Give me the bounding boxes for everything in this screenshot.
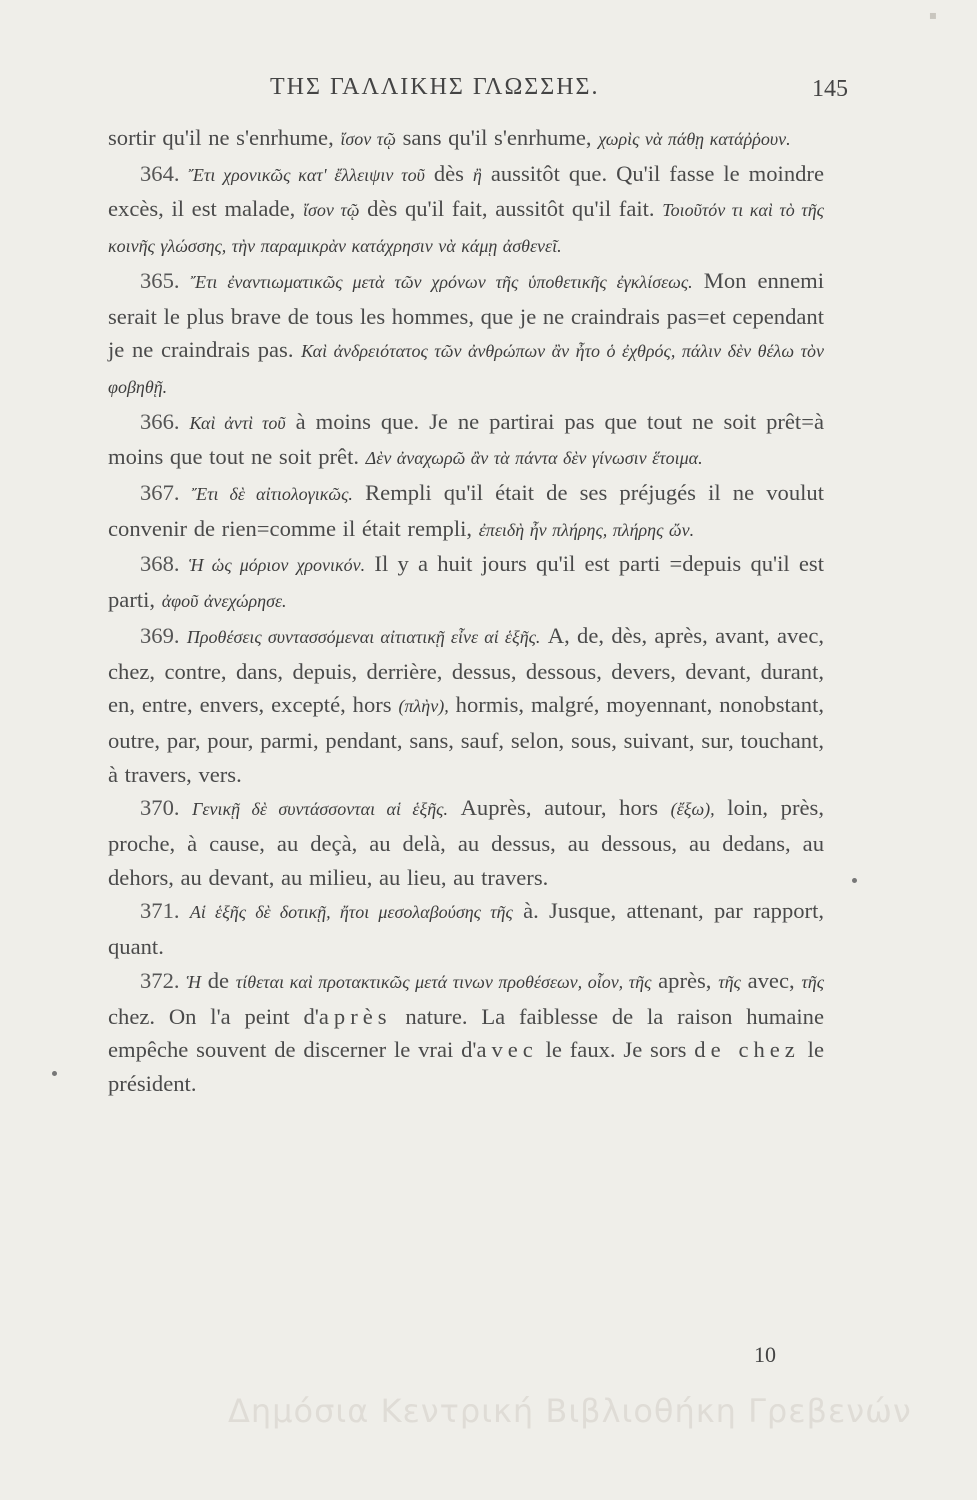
paragraph-364	[108, 157, 824, 264]
spaced-text: avec	[476, 1037, 538, 1063]
paragraph-number: 365.	[140, 267, 180, 293]
greek-span: τίθεται καὶ προτακτικῶς μετά τινων προθέσεων, οἷον, τῆς	[235, 971, 652, 992]
greek-span: Γενικῇ δὲ συντάσσονται αἱ ἑξῆς.	[192, 799, 448, 820]
greek-span: τῆς	[718, 971, 741, 992]
text-body	[108, 121, 824, 1101]
paragraph-366	[108, 405, 824, 476]
paragraph-367	[108, 476, 824, 547]
page-number: 145	[812, 76, 848, 102]
paragraph-number: 370.	[140, 795, 180, 821]
running-head: ΤΗΣ ΓΑΛΛΙΚΗΣ ΓΛΩΣΣΗΣ.	[270, 74, 600, 100]
text-span: dès	[433, 160, 464, 186]
greek-span: ἴσον τῷ	[340, 129, 396, 149]
text-span: sans qu'il s'enrhume,	[402, 125, 592, 150]
greek-span: Ἔτι ἐναντιωματικῶς μετὰ τῶν χρόνων τῆς ὑποθετικῆς ἐγκλίσεως.	[190, 271, 693, 292]
text-span: de	[207, 967, 230, 993]
greek-span: Ἔτι δὲ αἰτιολογικῶς.	[191, 484, 353, 505]
paragraph-372	[108, 964, 824, 1101]
text-span: à. Jusque, attenant, par rapport, quant.	[108, 898, 824, 960]
paragraph-number: 371.	[140, 898, 180, 924]
text-span: A, de, dès, après, avant, avec, chez, contre, dans, depuis, derrière, dessus, dessous, devers, devant, durant, en, entre, envers, excepté, hors	[108, 622, 824, 718]
text-span: Il y a huit jours qu'il est parti =depuis qu'il est parti,	[108, 551, 825, 613]
greek-span: Καὶ ἀντὶ τοῦ	[189, 412, 286, 433]
paragraph-number: 368.	[140, 551, 180, 577]
paragraph-369	[108, 619, 824, 792]
greek-span: χωρὶς νὰ πάθῃ κατάῤῥουν.	[598, 129, 791, 149]
greek-span: ἢ	[472, 164, 482, 185]
greek-span: Ἡ	[186, 971, 202, 992]
greek-span: ἀφοῦ ἀνεχώρησε.	[161, 591, 287, 612]
text-span: Mon ennemi serait le plus brave de tous les hommes, que je ne craindrais pas=et cependant je ne craindrais pas.	[108, 267, 824, 363]
margin-dot	[52, 1071, 57, 1076]
text-span: hormis, malgré, moyennant, nonobstant, outre, par, pour, parmi, pendant, sans, sauf, selon, sous, suivant, sur, touchant, à travers, vers.	[108, 692, 825, 787]
paragraph-number: 364.	[140, 160, 180, 186]
spaced-text: de chez	[694, 1037, 800, 1063]
text-span: nature. La faiblesse de la raison humaine empêche souvent de discerner le vrai d'	[108, 1003, 824, 1063]
text-span: aussitôt que. Qu'il fasse le moindre excès, il est malade,	[108, 160, 824, 222]
greek-span: ἴσον τῷ	[302, 200, 360, 221]
library-watermark: Δημόσια Κεντρική Βιβλιοθήκη Γρεβενών	[228, 1392, 912, 1430]
signature-mark: 10	[754, 1342, 776, 1367]
greek-span: Αἱ ἑξῆς δὲ δοτικῇ, ἤτοι μεσολαβούσης τῆς	[189, 902, 513, 923]
paragraph-370	[108, 791, 824, 894]
spaced-text: après	[318, 1003, 392, 1029]
margin-dot	[852, 878, 857, 883]
greek-span: Καὶ ἀνδρειότατος τῶν ἀνθρώπων ἂν ἦτο ὁ ἐχθρός, πάλιν δὲν θέλω τὸν φοβηθῇ.	[108, 341, 824, 397]
paragraph-number: 366.	[140, 408, 180, 434]
text-span: Auprès, autour, hors	[460, 795, 659, 821]
greek-span: ἐπειδὴ ἦν πλήρης, πλήρης ὤν.	[478, 519, 695, 540]
text-span: le président.	[108, 1037, 824, 1096]
greek-span: τῆς	[801, 971, 825, 992]
text-span: chez. On l'a peint d'	[108, 1003, 319, 1029]
paragraph-number: 369.	[140, 622, 180, 648]
text-span: Rempli qu'il était de ses préjugés il ne voulut convenir de rien=comme il était rempli,	[108, 480, 825, 541]
paragraph-continuation	[108, 121, 824, 157]
paragraph-368	[108, 547, 824, 618]
text-span: le faux. Je sors	[545, 1037, 687, 1063]
greek-span: Προθέσεις συντασσόμεναι αἰτιατικῇ εἶνε αἱ ἑξῆς.	[186, 626, 541, 647]
greek-span: (πλὴν),	[398, 696, 449, 717]
corner-smudge: ▪	[928, 8, 937, 22]
greek-span: Δὲν ἀναχωρῶ ἂν τὰ πάντα δὲν γίνωσιν ἕτοιμα.	[365, 448, 703, 469]
paragraph-number: 367.	[140, 480, 180, 506]
text-span: à moins que. Je ne partirai pas que tout ne soit prêt=à moins que tout ne soit prêt.	[108, 408, 824, 470]
greek-span: Τοιοῦτόν τι καὶ τὸ τῆς κοινῆς γλώσσης, τὴν παραμικρὰν κατάχρησιν νὰ κάμῃ ἀσθενεῖ.	[108, 200, 824, 257]
text-span: après,	[658, 967, 712, 993]
paragraph-371	[108, 894, 824, 963]
greek-span: Ἔτι χρονικῶς κατ' ἔλλειψιν τοῦ	[188, 164, 425, 185]
text-span: dès qu'il fait, aussitôt qu'il fait.	[367, 196, 655, 222]
page-header	[0, 74, 977, 114]
text-span: avec,	[747, 967, 795, 993]
text-span: sortir qu'il ne s'enrhume,	[108, 125, 334, 150]
paragraph-365	[108, 264, 824, 405]
paragraph-number: 372.	[140, 967, 180, 993]
greek-span: Ἡ ὡς μόριον χρονικόν.	[188, 555, 366, 576]
text-span: loin, près, proche, à cause, au deçà, au delà, au dessus, au dessous, au dedans, au dehors, au devant, au milieu, au lieu, au travers.	[108, 795, 824, 890]
greek-span: (ἔξω),	[670, 799, 715, 820]
